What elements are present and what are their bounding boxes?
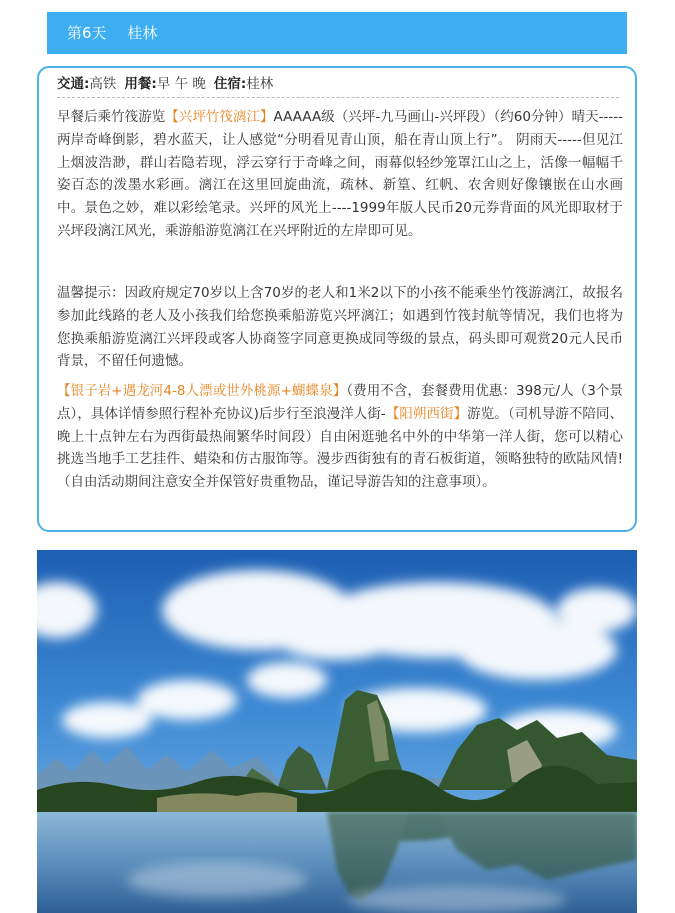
p3-text-1: （费用不含，套餐费用优惠：398元/人（3个景点），具体详情参照行程补充协议)后步行至浪漫洋人街-	[57, 383, 623, 422]
p3-highlight-1: 【银子岩+遇龙河4-8人漂或世外桃源+蝴蝶泉】	[57, 383, 347, 399]
p3-text-2: 游览。（司机导游不陪同、晚上十点钟左右为西街最热闹繁华时间段）自由闲逛驰名中外的中华第一洋人街，您可以精心挑选当地手工艺挂件、蜡染和仿古服饰等。漫步西街独有的青石板街道，领略独特的欧陆风情!（自由活动期间注意安全并保管好贵重物品，谨记导游告知的注意事项）。	[57, 405, 624, 491]
stay-label: 住宿:	[213, 76, 247, 92]
p1-highlight: 【兴坪竹筏漓江】	[165, 109, 274, 125]
day-header	[47, 12, 627, 54]
stay-value: 桂林	[246, 76, 274, 92]
p1-text-2: AAAAA级（兴坪-九马画山-兴坪段）（约60分钟）晴天-----两岸奇峰倒影，碧水蓝天，让人感觉“分明看见青山顶，船在青山顶上行”。 阴雨天-----但见江上烟波浩渺，群山若隐若现，浮云穿行于奇峰之间，雨幕似轻纱笼罩江山之上，活像一幅幅千姿百态的泼墨水彩画。漓江在这里回旋曲流，疏林、新篁、红帆、农舍则好像镶嵌在山水画中。景色之妙，难以彩绘笔录。兴坪的风光上----1999年版人民币20元券背面的风光即取材于兴坪段漓江风光，乘游船游览漓江在兴坪附近的左岸即可见。	[57, 109, 623, 239]
li-river-landscape-photo	[37, 550, 637, 913]
p1-text-1: 早餐后乘竹筏游览	[57, 109, 166, 125]
transport-label: 交通:	[57, 76, 90, 92]
paragraph-west-street	[57, 380, 623, 494]
paragraph-warm-tips: 温馨提示：因政府规定70岁以上含70岁的老人和1米2以下的小孩不能乘坐竹筏游漓江，故报名参加此线路的老人及小孩我们给您换乘船游览兴坪漓江；如遇到竹筏封航等情况，我们也将为您换乘船游览漓江兴坪段或客人协商签字同意更换成同等级的景点，码头即可观赏20元人民币背景，不留任何遗憾。	[57, 285, 623, 370]
info-row	[57, 74, 617, 94]
meals-label: 用餐:	[124, 76, 157, 92]
divider	[57, 97, 619, 98]
meals-value: 早 午 晚	[156, 76, 206, 92]
landscape-illustration	[37, 550, 637, 913]
day-city: 桂林	[127, 24, 158, 42]
day-label: 第6天	[67, 24, 107, 42]
itinerary-card	[37, 66, 637, 532]
p3-highlight-2: 【阳朔西街】	[385, 405, 468, 422]
transport-value: 高铁	[89, 76, 117, 92]
paragraph-bamboo-raft	[57, 106, 623, 243]
